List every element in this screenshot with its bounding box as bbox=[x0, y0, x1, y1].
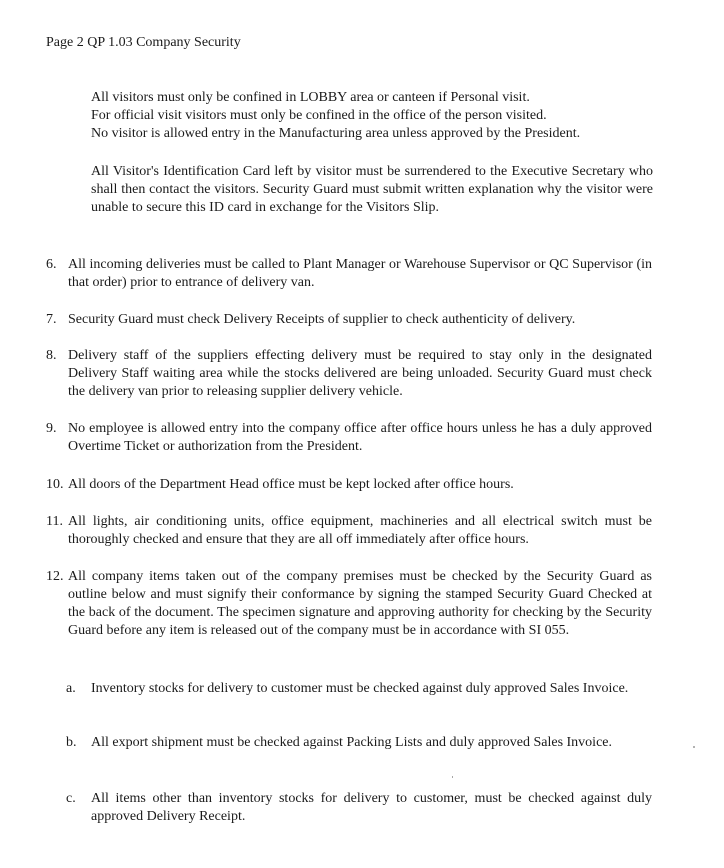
sub-item-text: All items other than inventory stocks for delivery to customer, must be checked against duly approved Delivery Receipt. bbox=[91, 791, 652, 824]
page-header: Page 2 QP 1.03 Company Security bbox=[46, 35, 241, 50]
list-item-number: 8. bbox=[46, 348, 57, 363]
list-item-text: No employee is allowed entry into the company office after office hours unless he has a duly approved Overtime Ticket or authorization from the President. bbox=[68, 421, 652, 454]
list-item-text: All lights, air conditioning units, office equipment, machineries and all electrical switch must be thoroughly checked and ensure that they are all off immediately after office hours. bbox=[68, 514, 652, 547]
list-item-8 bbox=[46, 347, 652, 401]
sub-item-letter: b. bbox=[66, 735, 77, 750]
list-item-number: 11. bbox=[46, 514, 63, 529]
list-item-text: All company items taken out of the company premises must be checked by the Security Guard as outline below and must signify their conformance by signing the stamped Security Guard Checked at the back of the document. The specimen signature and approving authority for checking by the Security Guard before any item is released out of the company must be in accordance with SI 055. bbox=[68, 569, 652, 638]
visitor-rules-block bbox=[91, 89, 653, 143]
list-item-11 bbox=[46, 513, 652, 549]
sub-item-text: All export shipment must be checked against Packing Lists and duly approved Sales Invoice. bbox=[91, 735, 612, 750]
list-item-number: 7. bbox=[46, 312, 57, 327]
list-item-number: 9. bbox=[46, 421, 57, 436]
sub-item-letter: c. bbox=[66, 791, 76, 806]
list-item-text: Delivery staff of the suppliers effecting delivery must be required to stay only in the designated Delivery Staff waiting area while the stocks delivered are being unloaded. Security Guard must check the delivery van prior to releasing supplier delivery vehicle. bbox=[68, 348, 652, 399]
sub-item-c bbox=[66, 790, 652, 826]
list-item-text: All incoming deliveries must be called to Plant Manager or Warehouse Supervisor or QC Supervisor (in that order) prior to entrance of delivery van. bbox=[68, 257, 652, 290]
list-item-12 bbox=[46, 568, 652, 640]
list-item-text: Security Guard must check Delivery Receipts of supplier to check authenticity of delivery. bbox=[68, 312, 576, 327]
list-item-number: 12. bbox=[46, 569, 64, 584]
sub-item-a bbox=[66, 680, 652, 698]
sub-item-text: Inventory stocks for delivery to customer must be checked against duly approved Sales Invoice. bbox=[91, 681, 629, 696]
list-item-number: 10. bbox=[46, 477, 64, 492]
visitor-id-card-paragraph: All Visitor's Identification Card left by visitor must be surrendered to the Executive Secretary who shall then contact the visitors. Security Guard must submit written explanation why the visitor were unable to secure this ID card in exchange for the Visitors Slip. bbox=[91, 164, 653, 215]
list-item-7 bbox=[46, 311, 652, 329]
list-item-6 bbox=[46, 256, 652, 292]
scan-speck bbox=[452, 776, 453, 778]
scan-speck bbox=[693, 746, 695, 748]
visitor-rule-line: All visitors must only be confined in LOBBY area or canteen if Personal visit. bbox=[91, 90, 530, 105]
list-item-10 bbox=[46, 476, 652, 494]
list-item-text: All doors of the Department Head office must be kept locked after office hours. bbox=[68, 477, 514, 492]
list-item-number: 6. bbox=[46, 257, 57, 272]
sub-item-letter: a. bbox=[66, 681, 76, 696]
sub-item-b bbox=[66, 734, 652, 752]
list-item-9 bbox=[46, 420, 652, 456]
visitor-rule-line: For official visit visitors must only be confined in the office of the person visited. bbox=[91, 108, 547, 123]
visitor-rule-line: No visitor is allowed entry in the Manufacturing area unless approved by the President. bbox=[91, 126, 581, 141]
